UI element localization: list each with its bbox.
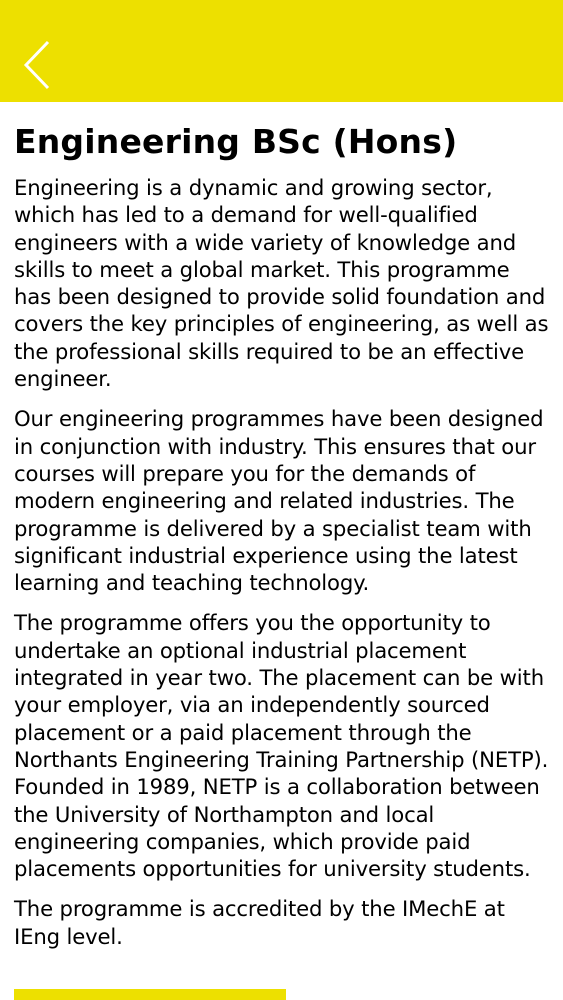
page-title: Engineering BSc (Hons) [14, 122, 458, 161]
course-content [14, 102, 550, 950]
description-paragraph: The programme offers you the opportunity to undertake an optional industrial placement integrated in year two. The placement can be with your employer, via an independently sourced placement or a paid placement through the Northants Engineering Training Partnership (NETP). Founded in 1989, NETP is a collaboration between the University of Northampton and local engineering companies, which provide paid placements opportunities for university students. [14, 610, 549, 882]
chevron-left-icon [18, 36, 58, 94]
back-button[interactable] [18, 36, 58, 94]
description-paragraph: The programme is accredited by the IMechE at IEng level. [14, 896, 505, 949]
action-button[interactable] [14, 989, 286, 1000]
description-paragraph: Engineering is a dynamic and growing sector, which has led to a demand for well-qualified engineers with a wide variety of knowledge and skills to meet a global market. This programme has been designed to provide solid foundation and covers the key principles of engineering, as well as the professional skills required to be an effective engineer. [14, 175, 549, 392]
description-paragraph: Our engineering programmes have been designed in conjunction with industry. This ensures that our courses will prepare you for the demands of modern engineering and related industries. The programme is delivered by a specialist team with significant industrial experience using the latest learning and teaching technology. [14, 406, 544, 596]
top-header-bar [0, 0, 563, 102]
